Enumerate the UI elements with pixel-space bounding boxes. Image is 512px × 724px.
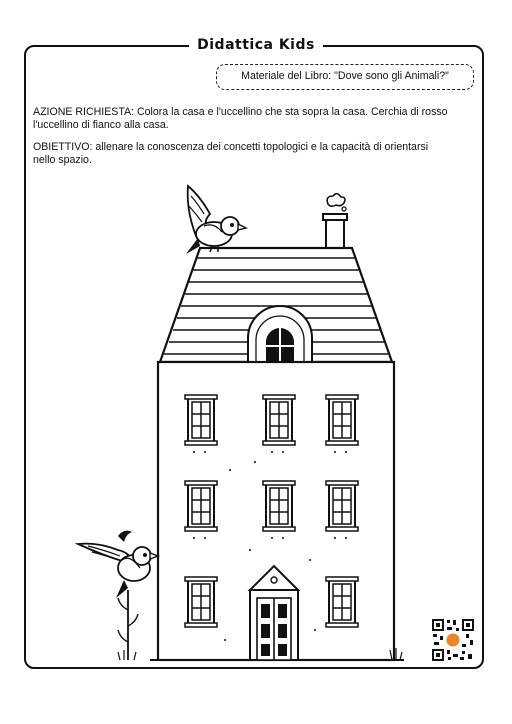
- bird-icon: [186, 186, 246, 254]
- bird-icon: [78, 531, 158, 660]
- action-instruction: AZIONE RICHIESTA: Colora la casa e l'uccellino che sta sopra la casa. Cerchia di rosso l'uccellino di fianco alla casa.: [33, 106, 448, 131]
- objective-text: OBIETTIVO: allenare la conoscenza dei concetti topologici e la capacità di orientarsi nello spazio.: [33, 141, 429, 166]
- material-label: Materiale del Libro: "Dove sono gli Animali?": [216, 64, 474, 90]
- qr-code-icon: [431, 618, 475, 662]
- chimney: [323, 194, 347, 250]
- roof: [160, 248, 392, 362]
- brand-text: Didattica Kids: [189, 37, 323, 53]
